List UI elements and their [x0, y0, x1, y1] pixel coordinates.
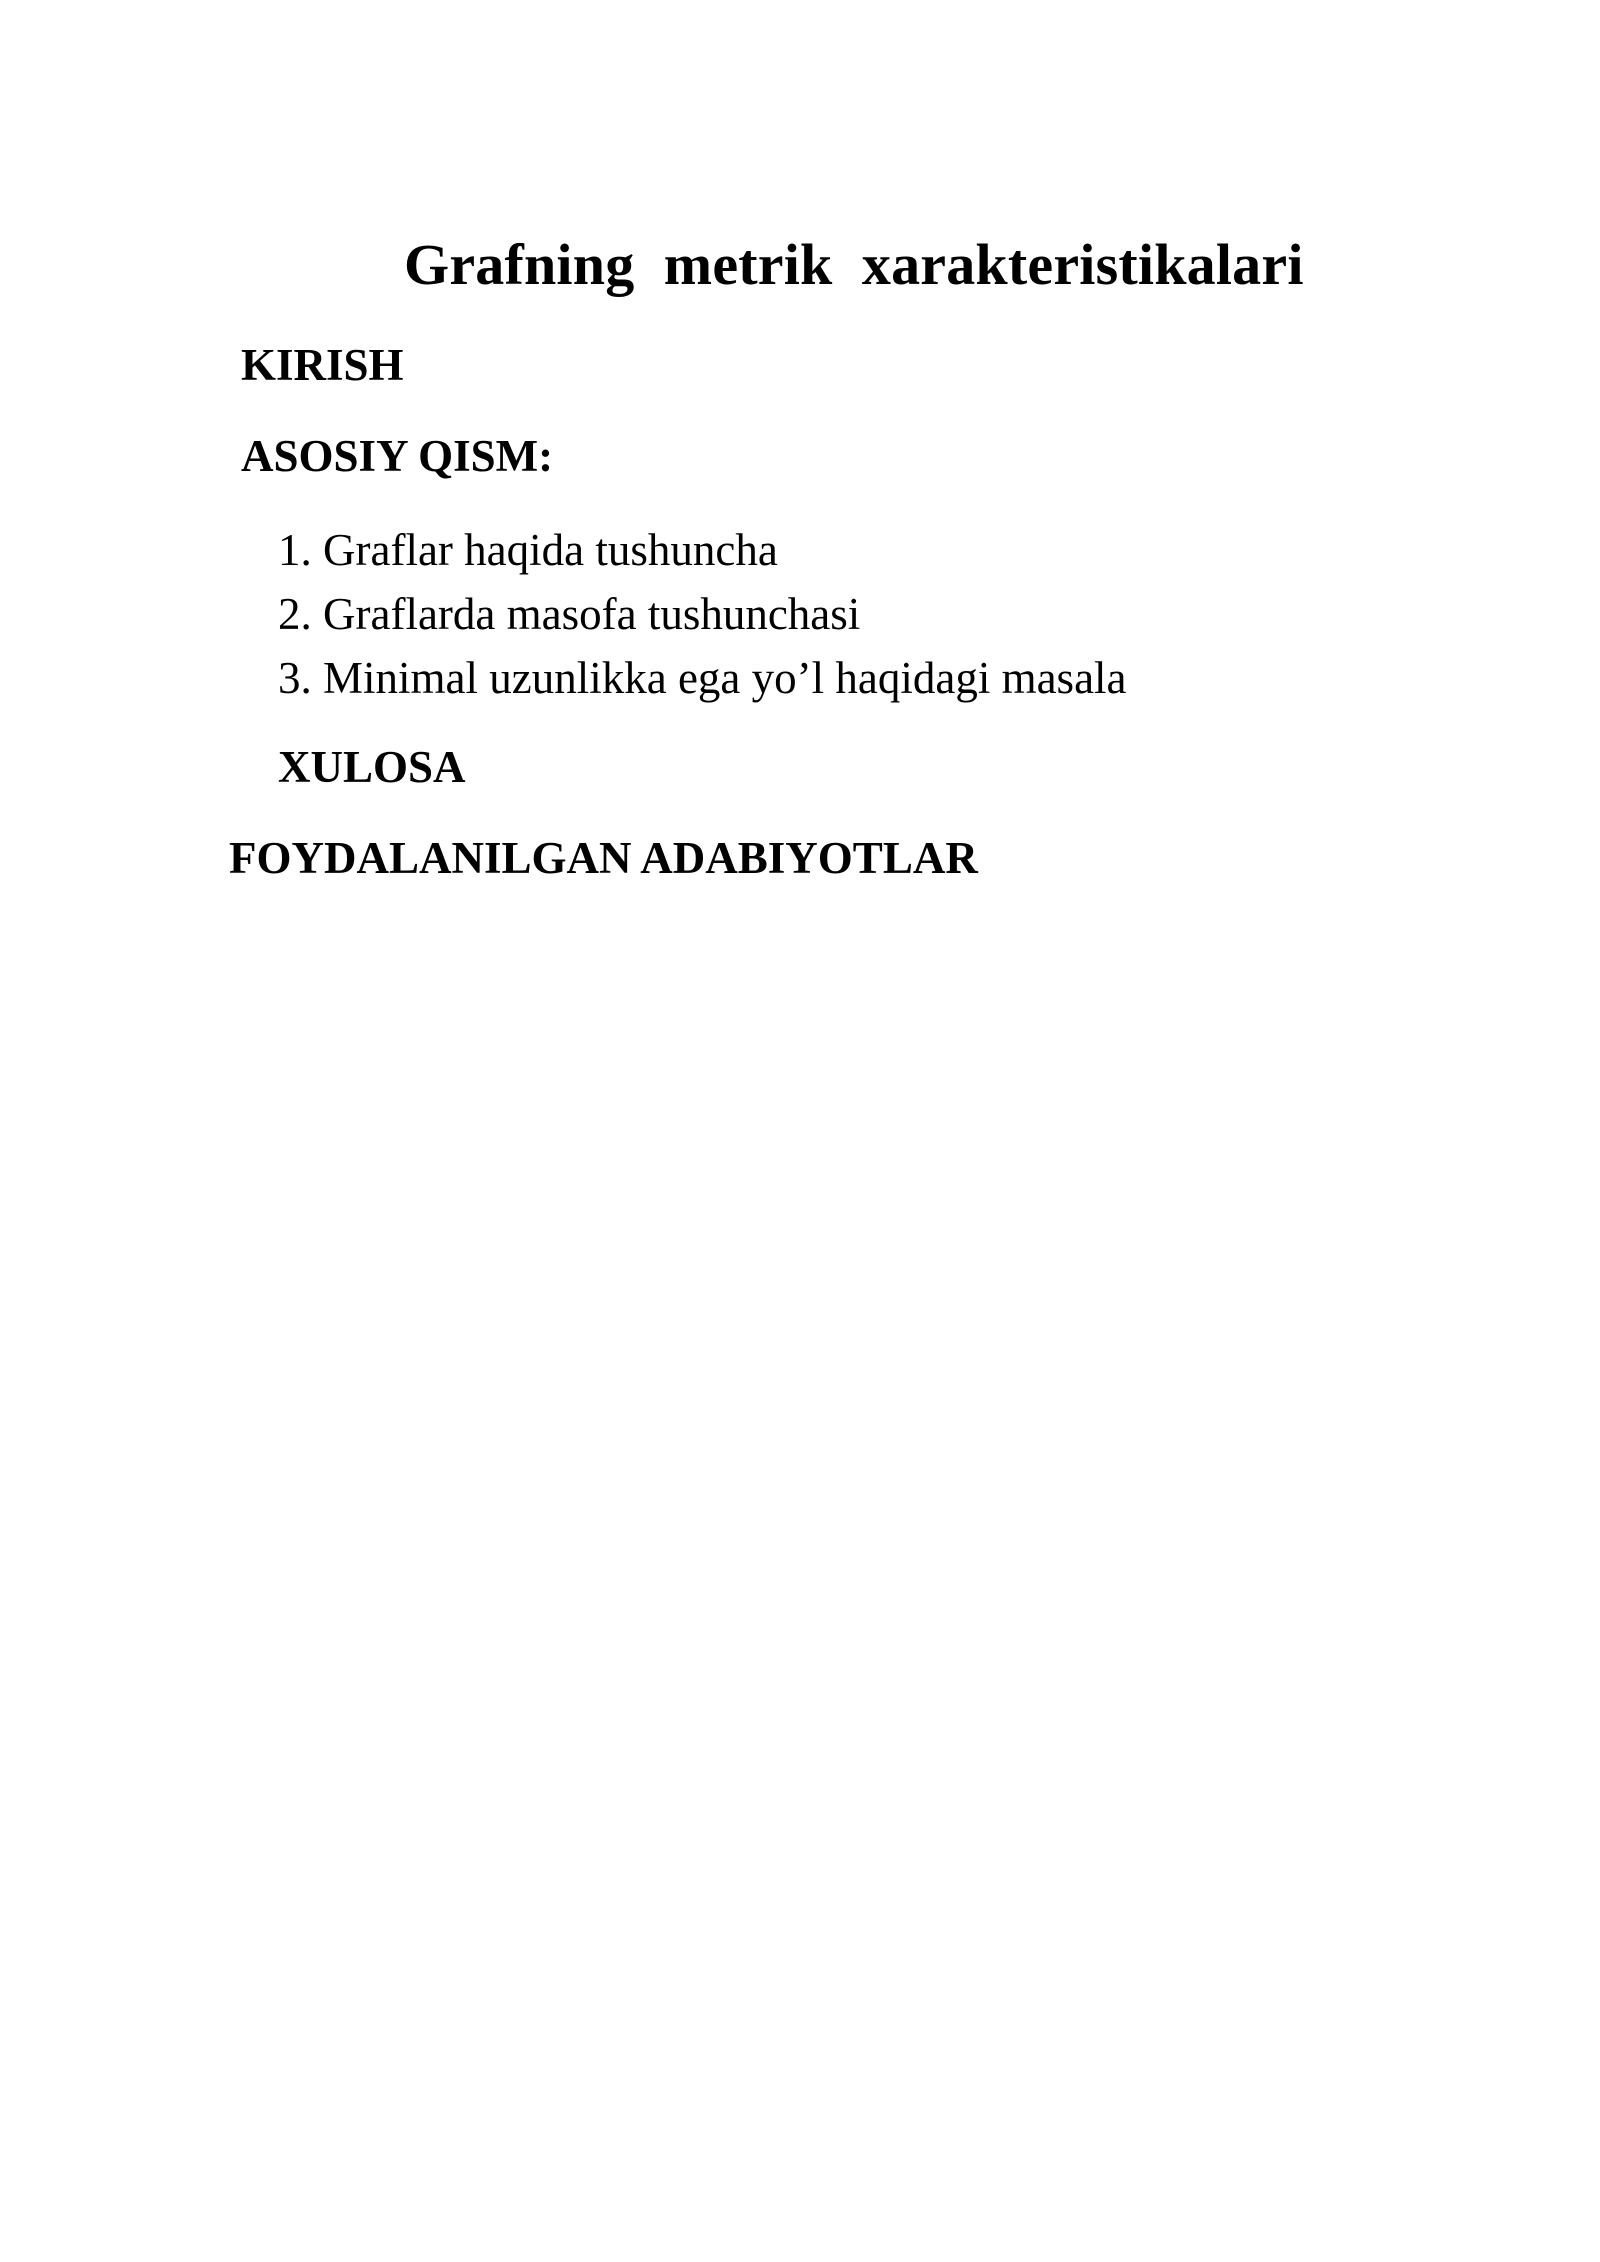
document-title: Grafning metrik xarakteristikalari — [404, 232, 1304, 297]
section-heading-references: FOYDALANILGAN ADABIYOTLAR — [229, 833, 978, 883]
section-heading-conclusion: XULOSA — [278, 742, 466, 792]
section-heading-intro: KIRISH — [241, 340, 404, 390]
toc-item: 2. Graflarda masofa tushunchasi — [278, 589, 861, 639]
table-of-contents-list — [278, 518, 1127, 710]
section-heading-main: ASOSIY QISM: — [241, 431, 554, 481]
toc-item: 3. Minimal uzunlikka ega yo’l haqidagi masala — [278, 653, 1127, 703]
toc-item: 1. Graflar haqida tushuncha — [278, 525, 778, 575]
